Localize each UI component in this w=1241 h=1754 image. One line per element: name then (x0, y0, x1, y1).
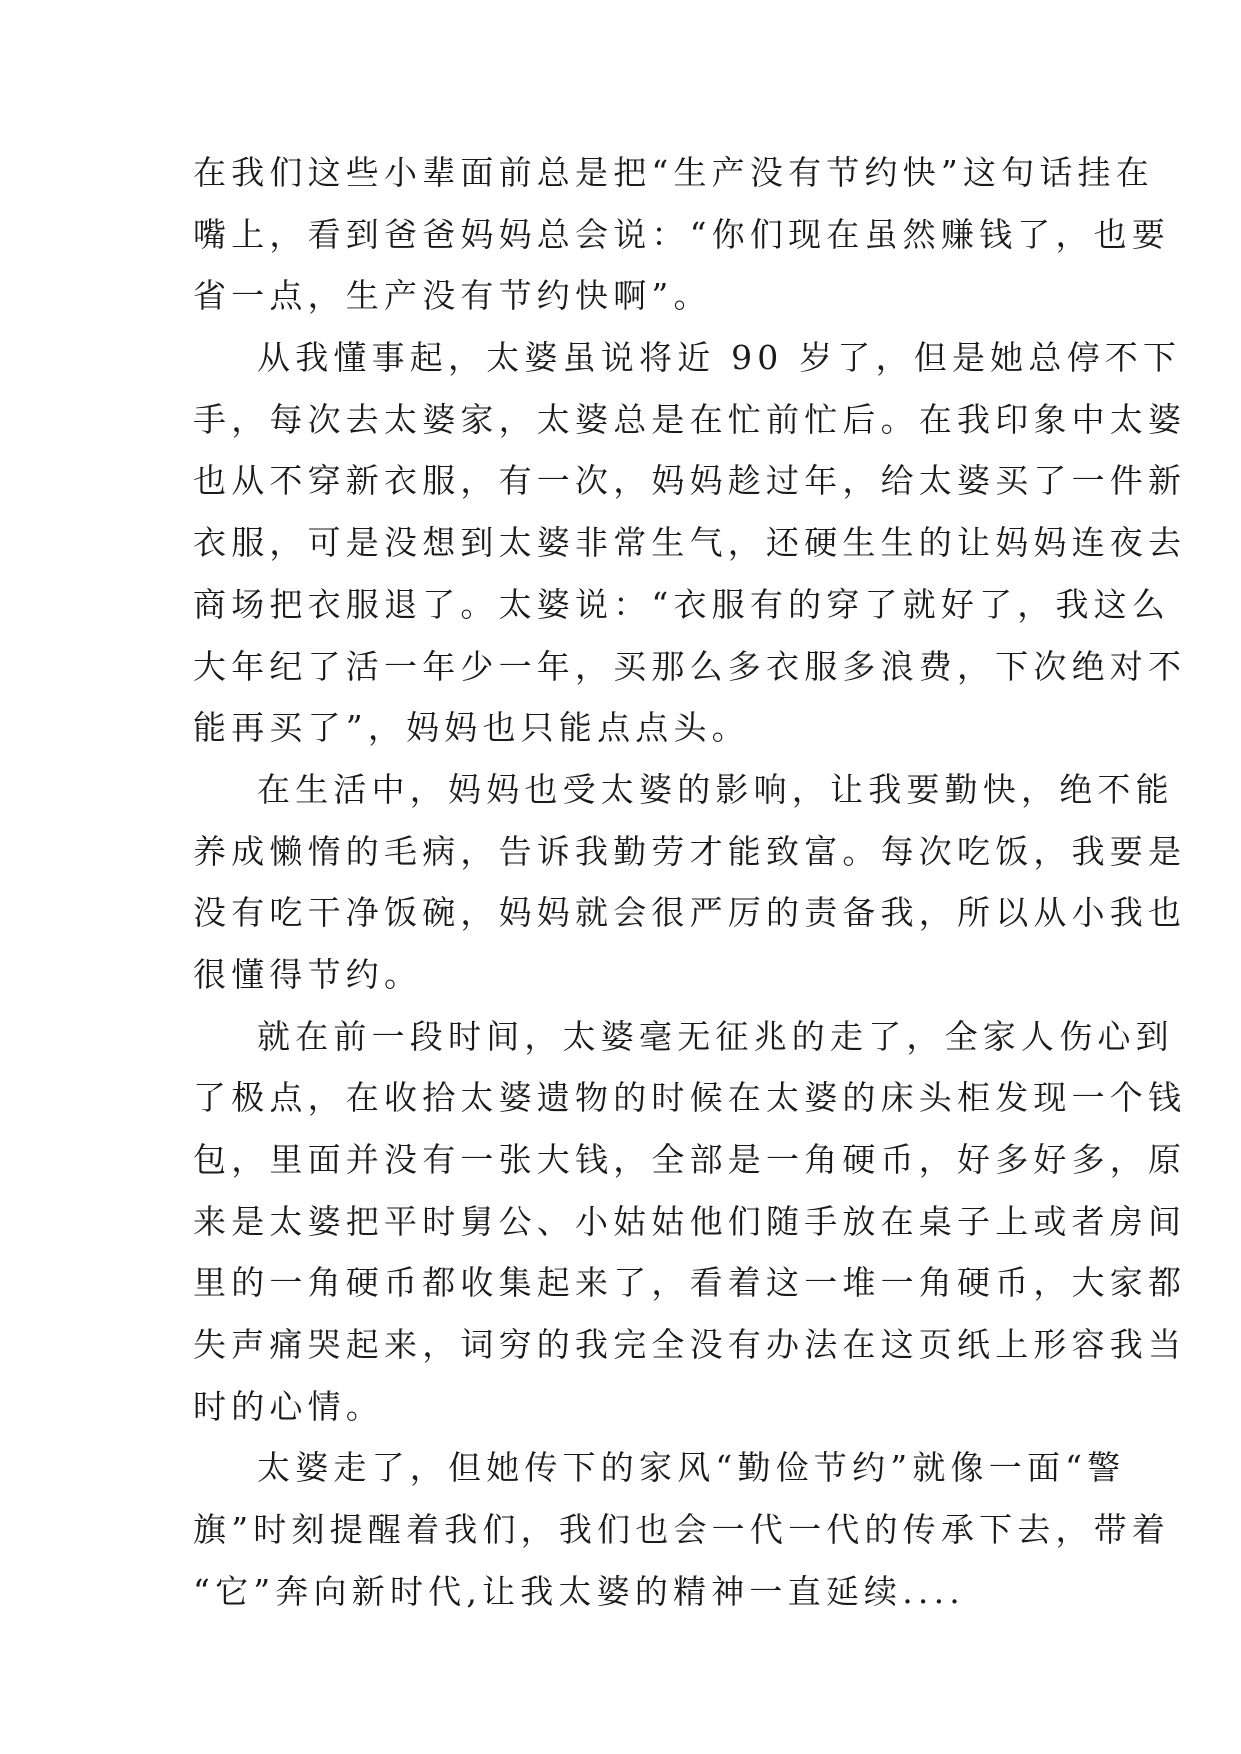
text-line: 手，每次去太婆家，太婆总是在忙前忙后。在我印象中太婆 (193, 399, 1187, 439)
text-line: 了极点，在收拾太婆遗物的时候在太婆的床头柜发现一个钱 (193, 1078, 1187, 1118)
text-line: 里的一角硬币都收集起来了，看着这一堆一角硬币，大家都 (193, 1263, 1187, 1303)
text-line: 也从不穿新衣服，有一次，妈妈趁过年，给太婆买了一件新 (193, 461, 1187, 501)
text-line: 没有吃干净饭碗，妈妈就会很严厉的责备我，所以从小我也 (193, 893, 1187, 933)
text-line: 衣服，可是没想到太婆非常生气，还硬生生的让妈妈连夜去 (193, 523, 1187, 563)
text-line: 时的心情。 (193, 1386, 384, 1426)
text-line: 省一点，生产没有节约快啊”。 (193, 276, 712, 316)
text-line: 养成懒惰的毛病，告诉我勤劳才能致富。每次吃饭，我要是 (193, 831, 1187, 871)
text-line: “它”奔向新时代,让我太婆的精神一直延续.... (193, 1571, 965, 1611)
text-line: 能再买了”，妈妈也只能点点头。 (193, 708, 750, 748)
text-line: 嘴上，看到爸爸妈妈总会说：“你们现在虽然赚钱了，也要 (193, 214, 1171, 254)
text-line: 在我们这些小辈面前总是把“生产没有节约快”这句话挂在 (193, 153, 1154, 192)
text-line: 失声痛哭起来，词穷的我完全没有办法在这页纸上形容我当 (193, 1325, 1187, 1365)
paragraph-first-line: 从我懂事起，太婆虽说将近 90 岁了，但是她总停不下 (257, 338, 1182, 378)
paragraph-first-line: 在生活中，妈妈也受太婆的影响，让我要勤快，绝不能 (257, 769, 1174, 809)
text-line: 旗”时刻提醒着我们，我们也会一代一代的传承下去，带着 (193, 1510, 1171, 1550)
essay-body (193, 142, 1187, 1623)
text-line: 很懂得节约。 (193, 954, 423, 994)
text-line: 包，里面并没有一张大钱，全部是一角硬币，好多好多，原 (193, 1140, 1187, 1179)
text-line: 大年纪了活一年少一年，买那么多衣服多浪费，下次绝对不 (193, 646, 1187, 686)
paragraph-first-line: 太婆走了，但她传下的家风“勤俭节约”就像一面“警 (257, 1448, 1126, 1488)
text-line: 商场把衣服退了。太婆说：“衣服有的穿了就好了，我这么 (193, 584, 1171, 624)
text-line: 来是太婆把平时舅公、小姑姑他们随手放在桌子上或者房间 (193, 1201, 1187, 1241)
paragraph-first-line: 就在前一段时间，太婆毫无征兆的走了，全家人伤心到 (257, 1016, 1174, 1056)
